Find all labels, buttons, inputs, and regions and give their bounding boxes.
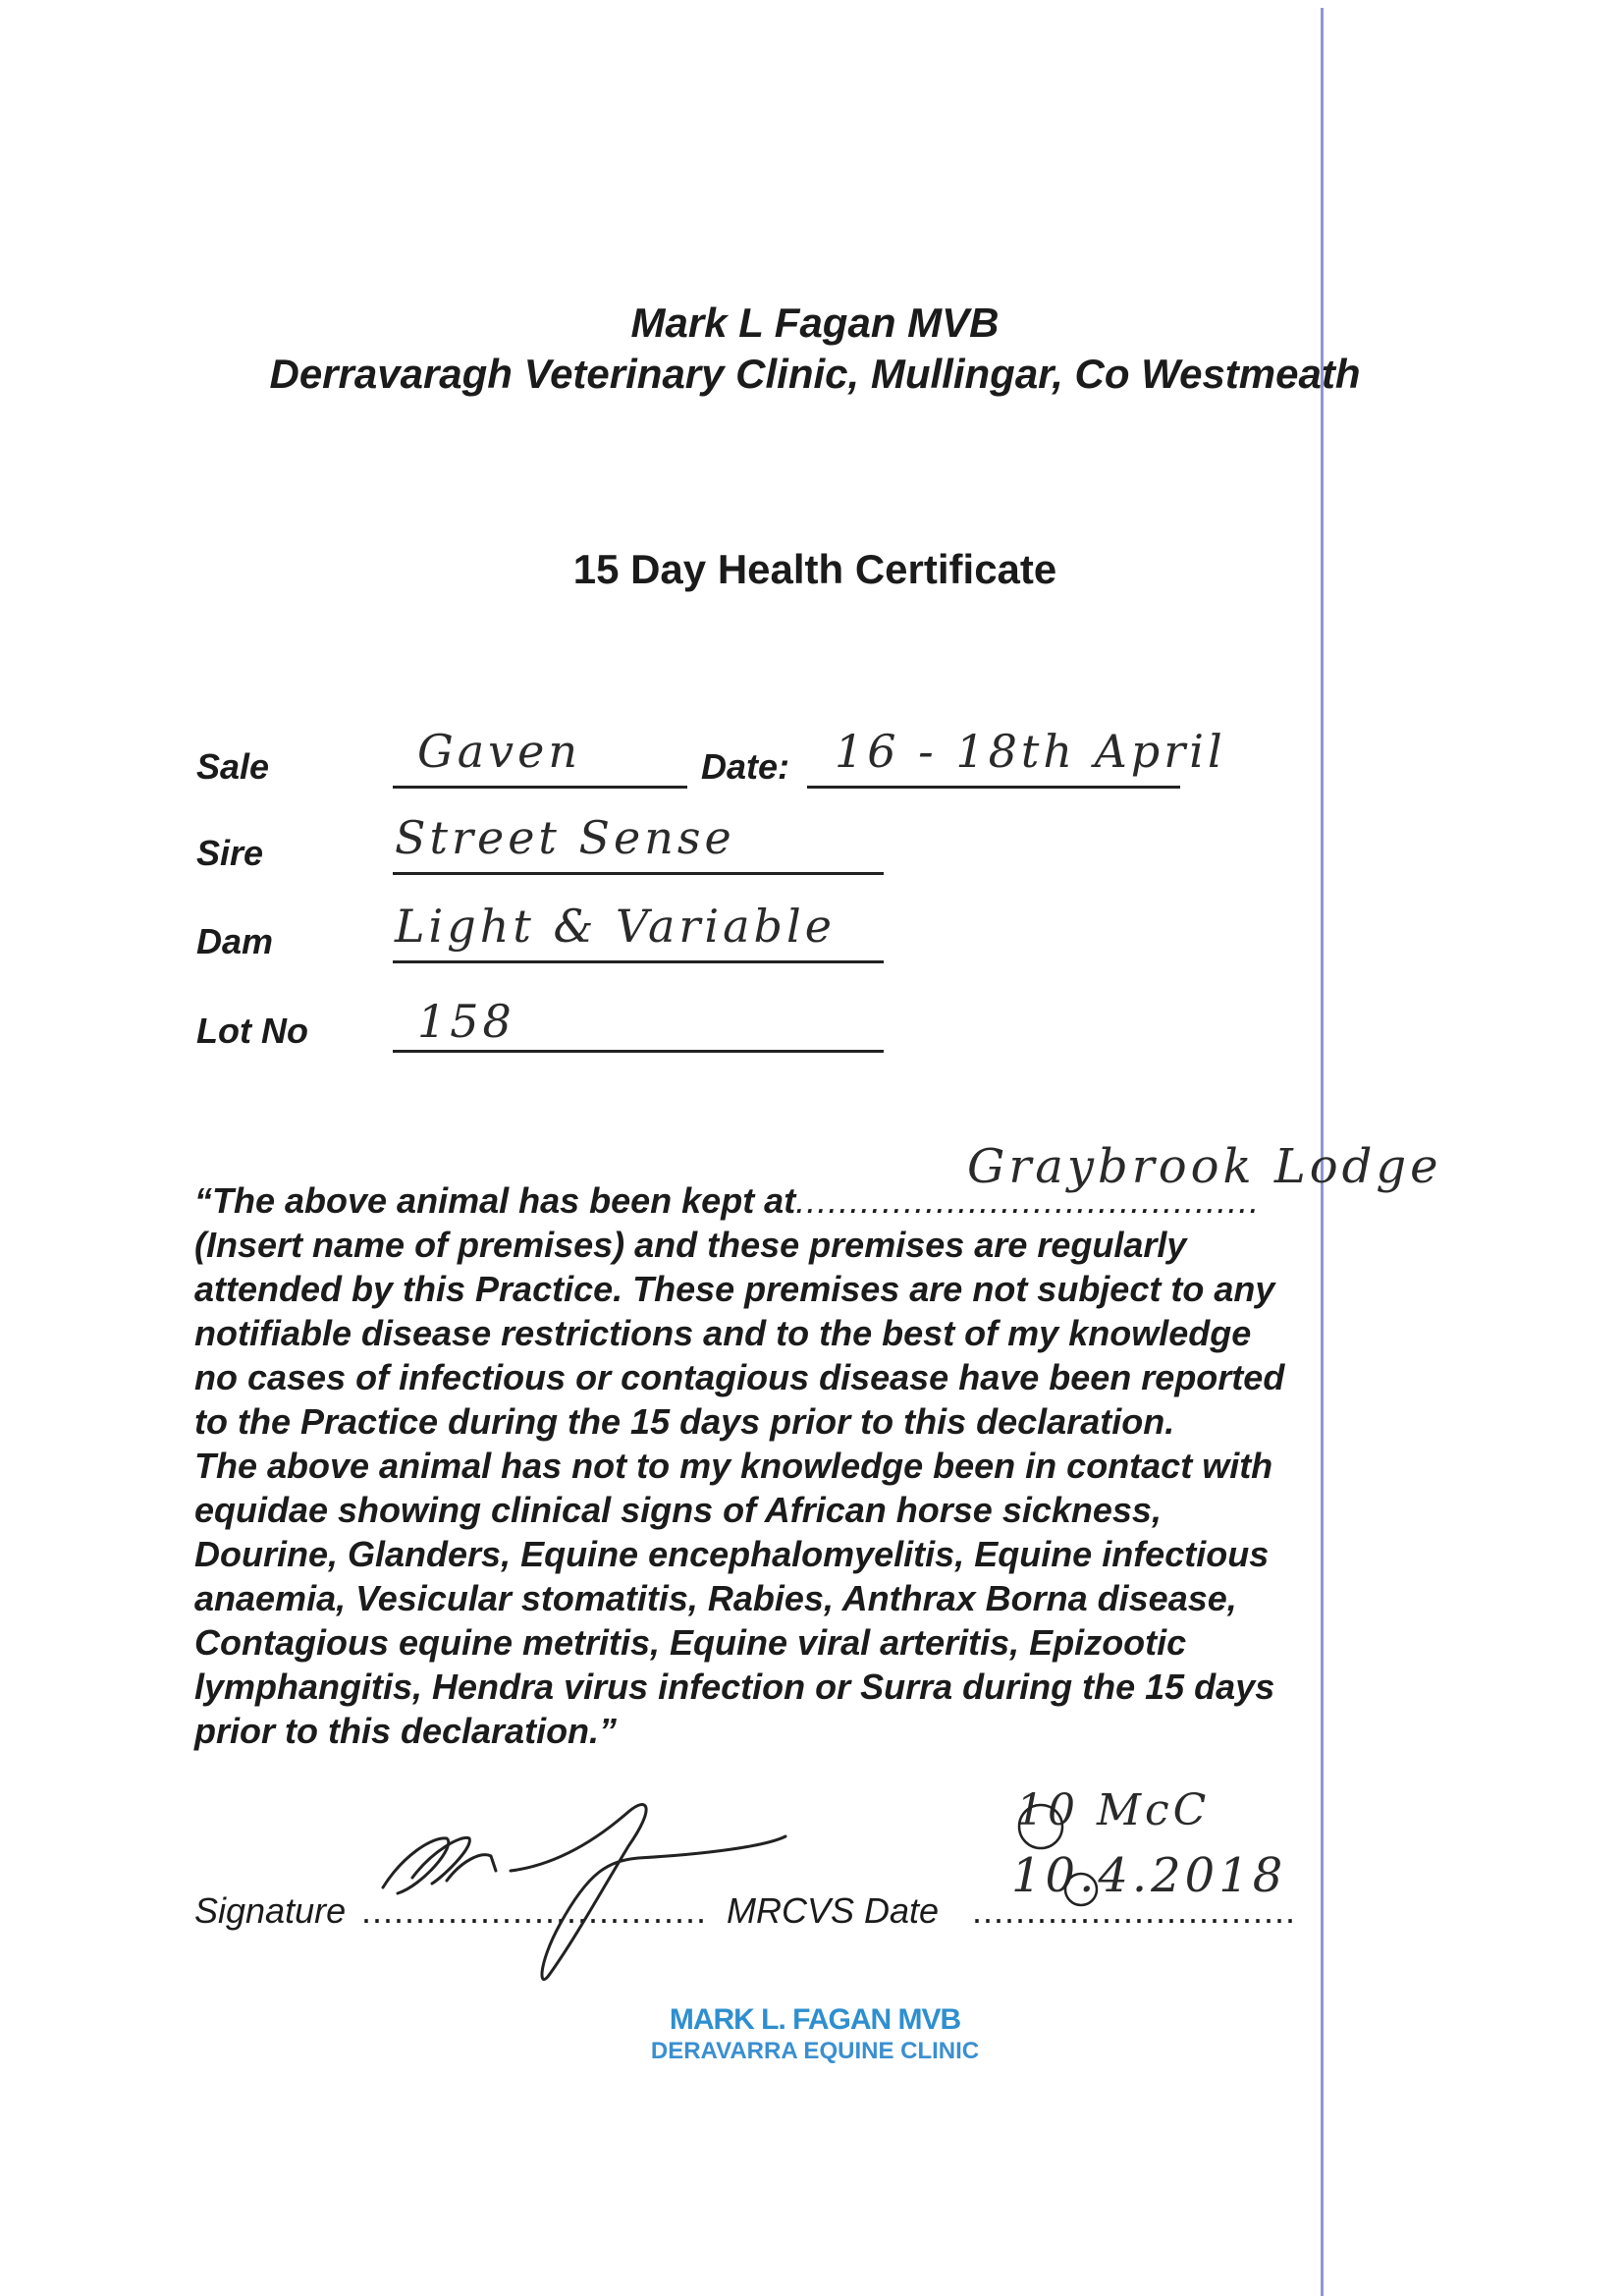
sale-line	[393, 786, 687, 789]
declaration-opening: “The above animal has been kept at	[194, 1180, 796, 1221]
sale-label: Sale	[196, 746, 270, 787]
declaration-line: notifiable disease restrictions and to the best of my knowledge	[194, 1313, 1252, 1353]
sire-line	[393, 872, 884, 875]
practice-stamp-name: MARK L. FAGAN MVB	[669, 2003, 961, 2036]
dam-value: Light & Variable	[395, 900, 836, 953]
signature-date-value: 10.4.2018	[1011, 1848, 1287, 1903]
declaration-line: The above animal has not to my knowledge been in contact with	[194, 1446, 1273, 1486]
declaration-line: equidae showing clinical signs of African horse sickness,	[194, 1490, 1162, 1530]
vet-name: Mark L Fagan MVB	[630, 300, 1000, 346]
declaration-line: to the Practice during the 15 days prior to this declaration.	[194, 1401, 1175, 1442]
dam-line	[393, 960, 884, 963]
declaration-line: (Insert name of premises) and these premises are regularly	[194, 1225, 1187, 1265]
clinic-address: Derravaragh Veterinary Clinic, Mullingar, Co Westmeath	[269, 351, 1361, 397]
signature-label: Signature	[194, 1890, 347, 1931]
mrcvs-date-dots: ..............................	[972, 1890, 1297, 1931]
signature-dots: ................................	[361, 1890, 708, 1931]
declaration-line: Dourine, Glanders, Equine encephalomyelitis, Equine infectious	[194, 1534, 1270, 1574]
lot-line	[393, 1050, 884, 1053]
declaration-text	[194, 1178, 1373, 1753]
declaration-line: anaemia, Vesicular stomatitis, Rabies, Anthrax Borna disease,	[194, 1578, 1237, 1618]
lot-value: 158	[417, 995, 515, 1048]
practice-stamp-clinic: DERAVARRA EQUINE CLINIC	[650, 2038, 980, 2064]
lot-label: Lot No	[196, 1011, 308, 1051]
premises-value: Graybrook Lodge	[967, 1139, 1442, 1194]
sire-label: Sire	[196, 833, 264, 873]
dam-label: Dam	[196, 921, 274, 961]
date-line	[807, 786, 1180, 789]
initials-note: 10 McC	[1016, 1785, 1211, 1835]
declaration-line: no cases of infectious or contagious disease have been reported	[194, 1357, 1285, 1397]
sale-value: Gaven	[417, 725, 582, 778]
certificate-title: 15 Day Health Certificate	[572, 546, 1057, 592]
date-label: Date:	[701, 746, 790, 787]
declaration-line: lymphangitis, Hendra virus infection or Surra during the 15 days	[194, 1667, 1275, 1707]
mrcvs-date-label: MRCVS Date	[727, 1890, 940, 1931]
sire-value: Street Sense	[395, 811, 735, 864]
declaration-line	[194, 1178, 1373, 1223]
declaration-line: attended by this Practice. These premises are not subject to any	[194, 1269, 1275, 1309]
premises-dots: ...........................................	[795, 1180, 1261, 1221]
sale-date-value: 16 - 18th April	[835, 725, 1226, 778]
declaration-line: Contagious equine metritis, Equine viral arteritis, Epizootic	[194, 1622, 1187, 1663]
declaration-line: prior to this declaration.”	[194, 1711, 618, 1751]
